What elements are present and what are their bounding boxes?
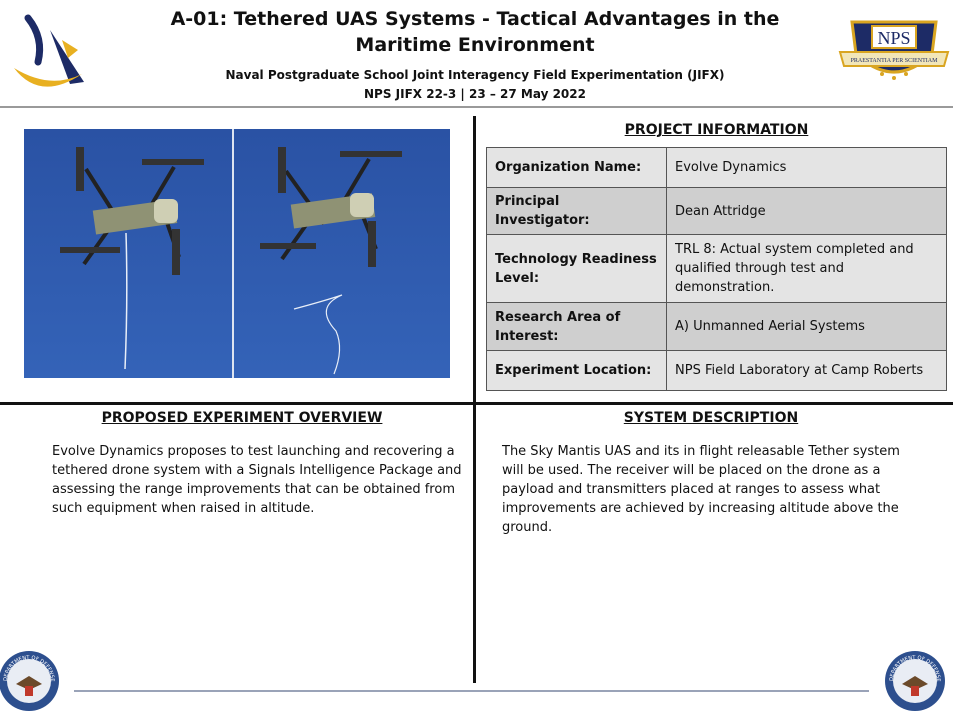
title-line-2: Maritime Environment	[355, 34, 595, 56]
page-header	[0, 0, 953, 108]
table-row	[487, 148, 947, 188]
page-title	[150, 6, 800, 58]
overview-body: Evolve Dynamics proposes to test launching and recovering a tethered drone system with a Signals Intelligence Package and assessing the range improvements that can be obtained from such equipment when raised in altitude.	[52, 444, 462, 516]
research-area-label: Research Area of Interest:	[487, 303, 667, 351]
project-info-table	[486, 147, 947, 391]
overview-title: PROPOSED EXPERIMENT OVERVIEW	[101, 410, 383, 426]
system-body: The Sky Mantis UAS and its in flight releasable Tether system will be used. The receiver will be placed on the drone as a payload and transmitters placed at ranges to assess what improvements are achieved by increasing altitude above the ground.	[502, 444, 900, 535]
table-row	[487, 351, 947, 391]
org-name-label: Organization Name:	[487, 148, 667, 188]
table-row	[487, 303, 947, 351]
footer-divider	[74, 690, 869, 692]
nps-logo-text: NPS	[877, 28, 911, 48]
title-line-1: A-01: Tethered UAS Systems - Tactical Advantages in the	[170, 8, 780, 30]
trl-label: Technology Readiness Level:	[487, 235, 667, 303]
table-row	[487, 188, 947, 235]
nps-logo-icon	[838, 14, 950, 90]
seal-right-text: DEPARTMENT OF DEFENSE	[888, 654, 942, 682]
table-row	[487, 235, 947, 303]
jifx-logo-icon	[10, 10, 90, 100]
dod-seal-right-icon	[884, 650, 946, 711]
pi-value: Dean Attridge	[667, 188, 947, 235]
system-title: SYSTEM DESCRIPTION	[623, 410, 799, 426]
research-area-value: A) Unmanned Aerial Systems	[667, 303, 947, 351]
org-name-value: Evolve Dynamics	[667, 148, 947, 188]
project-info-title: PROJECT INFORMATION	[624, 122, 809, 138]
subtitle-line-1: Naval Postgraduate School Joint Interagency Field Experimentation (JIFX)	[225, 68, 725, 82]
trl-value: TRL 8: Actual system completed and qualified through test and demonstration.	[667, 235, 947, 303]
seal-left-text: DEPARTMENT OF DEFENSE	[2, 654, 56, 682]
location-label: Experiment Location:	[487, 351, 667, 391]
location-value: NPS Field Laboratory at Camp Roberts	[667, 351, 947, 391]
drone-photo	[24, 129, 450, 378]
pi-label: Principal Investigator:	[487, 188, 667, 235]
header-divider	[0, 106, 953, 108]
subtitle-line-2: NPS JIFX 22-3 | 23 – 27 May 2022	[364, 87, 586, 101]
horizontal-divider	[0, 402, 953, 405]
nps-motto: PRAESTANTIA PER SCIENTIAM	[850, 58, 938, 64]
page-subtitle	[150, 66, 800, 104]
dod-seal-left-icon	[0, 650, 60, 711]
vertical-divider	[473, 116, 476, 683]
